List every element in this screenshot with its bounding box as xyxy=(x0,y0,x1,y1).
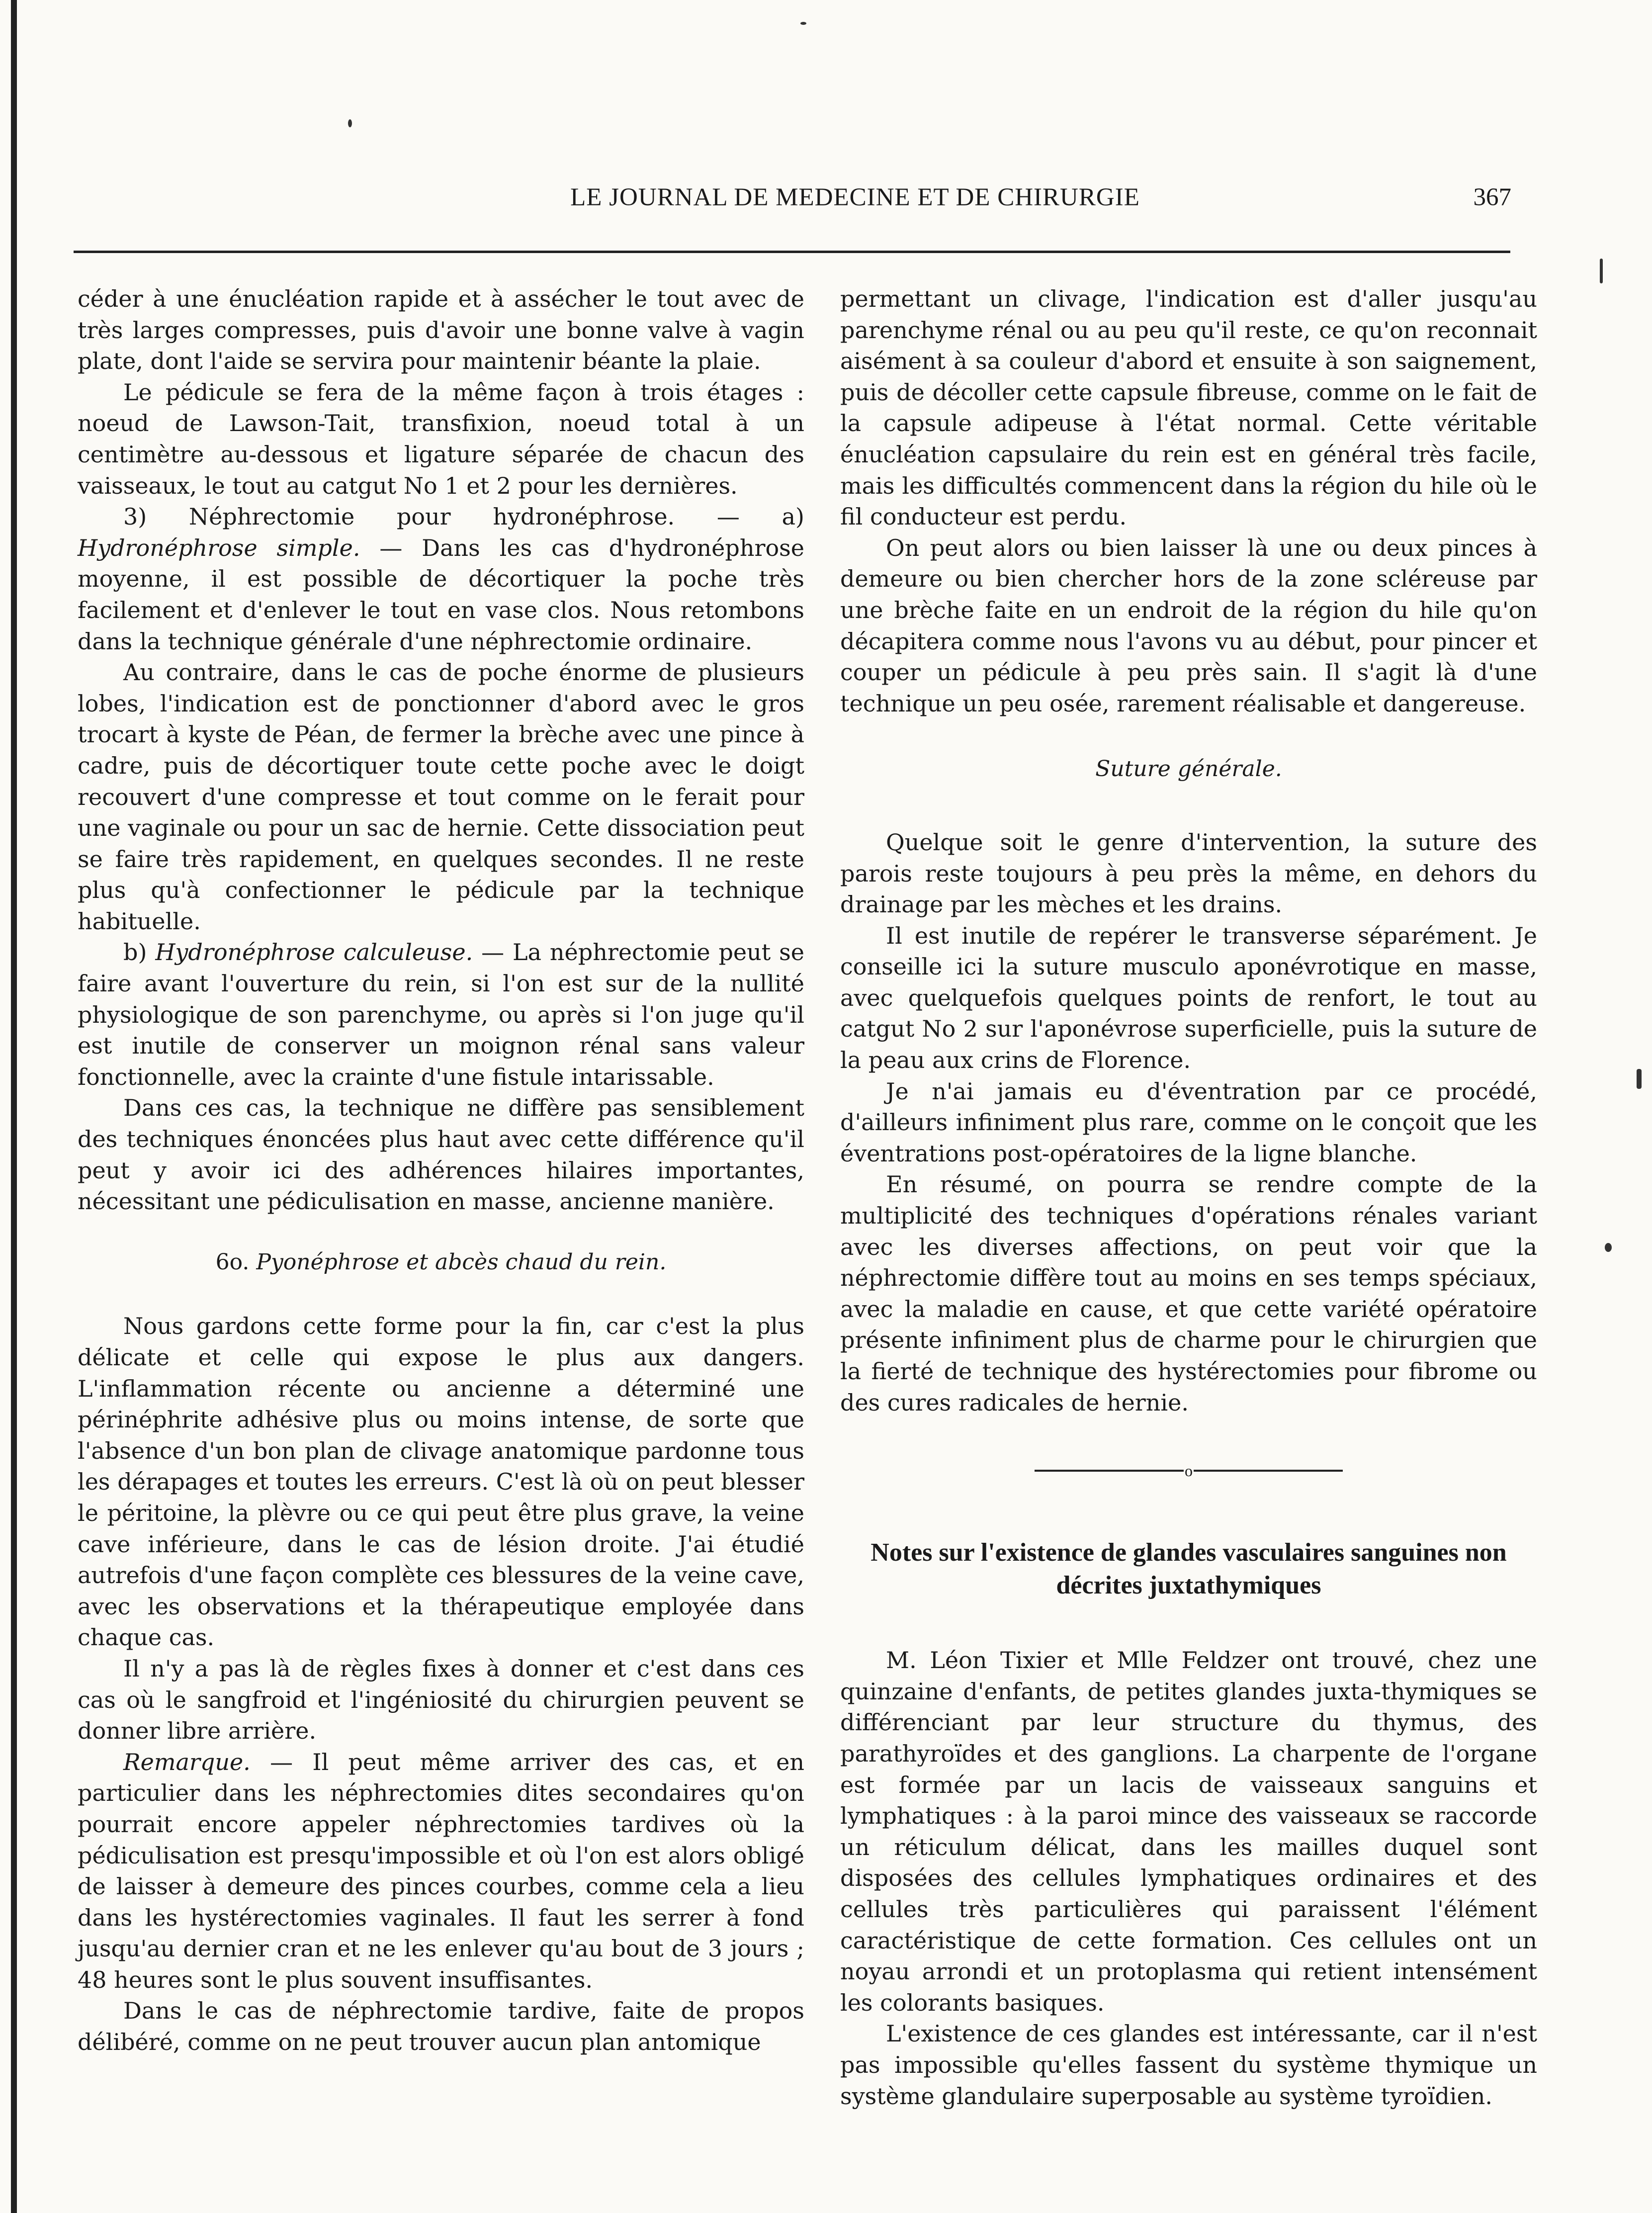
paragraph: permettant un clivage, l'indication est d'aller jusqu'au parenchyme rénal ou au peu qu'il reste, ce qu'on reconnait aisément à sa couleur d'abord et ensuite à son saignement, puis de décoller cette capsule fibreuse, comme on le fait de la capsule adipeuse à l'état normal. Cette véritable énucléation capsulaire du rein est en général très facile, mais les difficultés commencent dans la région du hile où le fil conducteur est perdu. xyxy=(840,285,1537,531)
italic-term: Hydronéphrose simple. xyxy=(78,534,360,561)
paragraph-text: — Il peut même arriver des cas, et en particulier dans les néphrectomies dites secondaires qu'on pourrait encore appeler néphrectomies tardives où la pédiculisation est presqu'impossible et où l'on est alors obligé de laisser à demeure des pinces courbes, comme cela a lieu dans les hystérectomies vaginales. Il faut les serrer à fond jusqu'au dernier cran et ne les enlever qu'au bout de 3 jours ; 48 heures sont le plus souvent insuffisantes. xyxy=(78,1748,804,1993)
scan-speck xyxy=(1637,1069,1642,1089)
separator-line xyxy=(1194,1470,1343,1472)
paragraph-remarque xyxy=(78,1747,804,1996)
paragraph: Il est inutile de repérer le transverse séparément. Je conseille ici la suture musculo aponévrotique en masse, avec quelquefois quelques points de renfort, le tout au catgut No 2 sur l'aponévrose superficielle, puis la suture de la peau aux crins de Florence. xyxy=(840,922,1537,1074)
paragraph: Il n'y a pas là de règles fixes à donner et c'est dans ces cas où le sangfroid et l'ingéniosité du chirurgien peuvent se donner libre arrière. xyxy=(78,1655,804,1745)
separator-line xyxy=(1035,1470,1184,1472)
page-number: 367 xyxy=(1473,183,1511,211)
paragraph: L'existence de ces glandes est intéressante, car il n'est pas impossible qu'elles fassent du système thymique un système glandulaire superposable au système tyroïdien. xyxy=(840,2020,1537,2110)
paragraph-lead: b) xyxy=(123,939,156,966)
paragraph: Au contraire, dans le cas de poche énorme de plusieurs lobes, l'indication est de ponctionner d'abord avec le gros trocart à kyste de Péan, de fermer la brèche avec une pince à cadre, puis de décortiquer toute cette poche avec le doigt recouvert d'une compresse et tout comme on le ferait pour une vaginale ou pour un sac de hernie. Cette dissociation peut se faire très rapidement, en quelques secondes. Il ne reste plus qu'à confectionner le pédicule par la technique habituelle. xyxy=(78,659,804,935)
italic-term: Remarque. xyxy=(123,1748,251,1775)
article-title: Notes sur l'existence de glandes vasculaires sanguines non décrites juxtathymiques xyxy=(870,1538,1507,1600)
paragraph: M. Léon Tixier et Mlle Feldzer ont trouvé, chez une quinzaine d'enfants, de petites glandes juxta-thymiques se différenciant par leur structure du thymus, des parathyroïdes et des ganglions. La charpente de l'organe est formée par un lacis de vaisseaux sanguins et lymphatiques : à la paroi mince des vaisseaux se raccorde un réticulum délicat, dans les mailles duquel sont disposées des cellules lymphatiques ordinaires et des cellules très particulières qui paraissent l'élément caractéristique de cette formation. Ces cellules ont un noyau arrondi et un protoplasma qui retient intensément les colorants basiques. xyxy=(840,1647,1537,2016)
paragraph: Dans le cas de néphrectomie tardive, faite de propos délibéré, comme on ne peut trouver aucun plan antomique xyxy=(78,1997,804,2056)
paragraph: Dans ces cas, la technique ne diffère pas sensiblement des techniques énoncées plus haut avec cette différence qu'il peut y avoir ici des adhérences hilaires importantes, nécessitant une pédiculisation en masse, ancienne manière. xyxy=(78,1094,804,1215)
paragraph-hydronephrose-simple xyxy=(78,501,804,657)
section-subheading-suture: Suture générale. xyxy=(1095,756,1282,782)
paragraph-text: — Dans les cas d'hydronéphrose moyenne, il est possible de décortiquer la poche très facilement et d'enlever le tout en vase clos. Nous retombons dans la technique générale d'une néphrectomie ordinaire. xyxy=(78,534,804,655)
subheading-text: Pyonéphrose et abcès chaud du rein. xyxy=(256,1249,667,1275)
left-column xyxy=(78,283,804,2058)
paragraph-hydronephrose-calculeuse xyxy=(78,937,804,1092)
running-title: LE JOURNAL DE MEDECINE ET DE CHIRURGIE xyxy=(570,183,1140,211)
scan-speck xyxy=(1600,259,1603,283)
paragraph: Je n'ai jamais eu d'éventration par ce procédé, d'ailleurs infiniment plus rare, comme on le conçoit que les éventrations post-opératoires de la ligne blanche. xyxy=(840,1077,1537,1167)
scan-speck xyxy=(800,22,806,25)
paragraph: céder à une énucléation rapide et à assécher le tout avec de très larges compresses, puis d'avoir une bonne valve à vagin plate, dont l'aide se servira pour maintenir béante la plaie. xyxy=(78,285,804,375)
right-column xyxy=(840,283,1537,2112)
binding-edge xyxy=(11,0,17,2213)
section-separator xyxy=(840,1461,1537,1481)
subheading-number: 6o. xyxy=(215,1249,257,1275)
section-subheading-pyonephrose xyxy=(78,1247,804,1278)
paragraph: En résumé, on pourra se rendre compte de la multiplicité des techniques d'opérations rénales variant avec les diverses affections, on peut voir que la néphrectomie diffère tout au moins en ses temps spéciaux, avec la maladie en cause, et que cette variété opératoire présente infiniment plus de charme pour le chirurgien que la fierté de technique des hystérectomies pour fibrome ou des cures radicales de hernie. xyxy=(840,1171,1537,1416)
paragraph-lead: 3) Néphrectomie pour hydronéphrose. — a) xyxy=(123,503,804,531)
paragraph: Le pédicule se fera de la même façon à trois étages : noeud de Lawson-Tait, transfixion, noeud total à un centimètre au-dessous et ligature séparée de chacun des vaisseaux, le tout au catgut No 1 et 2 pour les dernières. xyxy=(78,378,804,499)
scan-speck xyxy=(1605,1243,1612,1252)
paragraph: Nous gardons cette forme pour la fin, car c'est la plus délicate et celle qui expose le plus aux dangers. L'inflammation récente ou ancienne a déterminé une périnéphrite adhésive plus ou moins intense, de sorte que l'absence d'un bon plan de clivage anatomique pardonne tous les dérapages et toutes les erreurs. C'est là où on peut blesser le péritoine, la plèvre ou ce qui peut être plus grave, la veine cave inférieure, dans le cas de lésion droite. J'ai étudié autrefois d'une façon complète ces blessures de la veine cave, avec les observations et la thérapeutique employée dans chaque cas. xyxy=(78,1313,804,1651)
paragraph: On peut alors ou bien laisser là une ou deux pinces à demeure ou bien chercher hors de la zone scléreuse par une brèche faite en un endroit de la région du hile qu'on décapitera comme nous l'avons vu au début, pour pincer et couper un pédicule à peu près sain. Il s'agit là d'une technique un peu osée, rarement réalisable et dangereuse. xyxy=(840,534,1537,717)
separator-mark: o xyxy=(1185,1461,1193,1480)
page-header xyxy=(60,183,1511,218)
paragraph: Quelque soit le genre d'intervention, la suture des parois reste toujours à peu près la même, en dehors du drainage par les mèches et les drains. xyxy=(840,828,1537,918)
header-rule xyxy=(74,251,1510,253)
paragraph-text: — La néphrectomie peut se faire avant l'ouverture du rein, si l'on est sur de la nullité physiologique de son parenchyme, ou après si l'on juge qu'il est inutile de conserver un moignon rénal sans valeur fonctionnelle, avec la crainte d'une fistule intarissable. xyxy=(78,939,804,1090)
italic-term: Hydronéphrose calculeuse. xyxy=(155,939,473,966)
scan-speck xyxy=(348,119,352,127)
